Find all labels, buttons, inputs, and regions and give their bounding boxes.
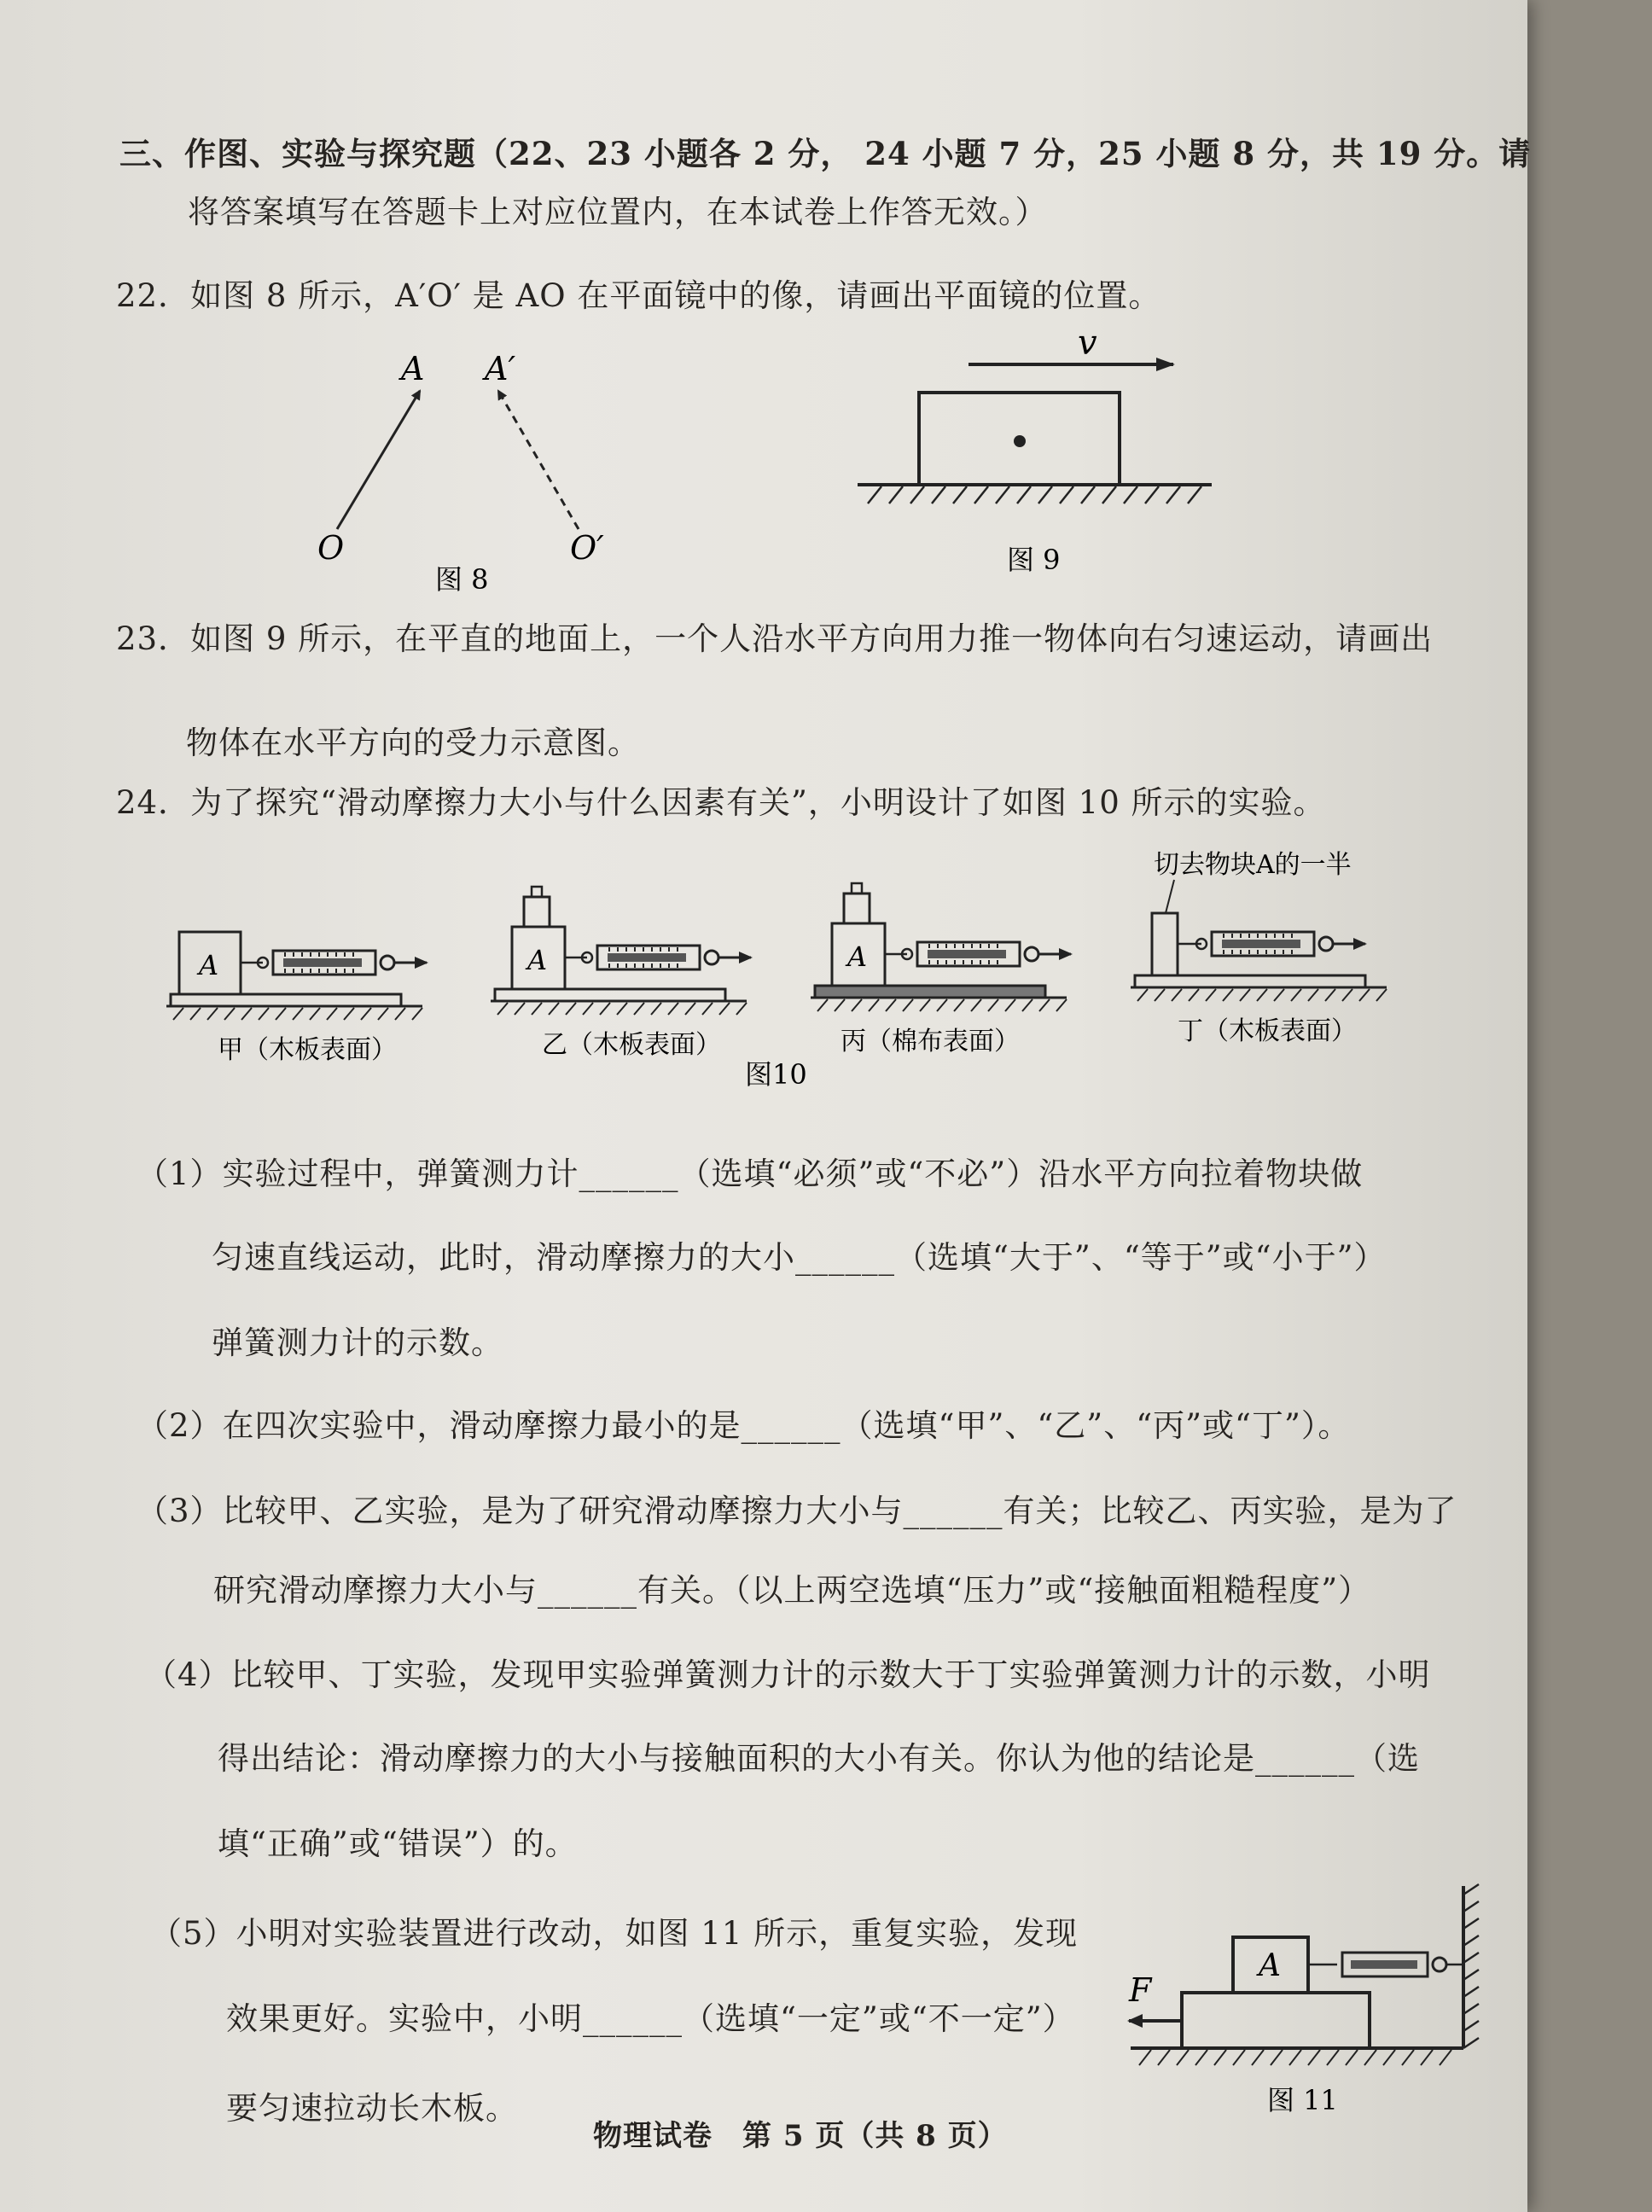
ground-hatch [868,486,1201,504]
floor-hatch [1139,2050,1451,2065]
figure-11 [1114,1877,1498,2125]
wall-hatch [1463,1884,1479,2048]
block-a-label-jia: A [199,949,219,981]
fig8-caption: 图 8 [435,563,489,596]
figure-10 [149,841,1404,1097]
board-jia [171,994,401,1006]
velocity-label: v [1078,329,1097,363]
q24-part5-b: 效果更好。实验中，小明______（选填“一定”或“不一定”） [226,2000,1075,2037]
label-A-prime: A′ [485,350,516,387]
q24-part4-c: 填“正确”或“错误”）的。 [218,1825,578,1862]
page-footer: 物理试卷 第 5 页（共 8 页） [593,2119,1008,2153]
half-block-ding [1152,913,1178,975]
figure-9 [849,329,1224,585]
setup-ding [1131,850,1387,1046]
cut-note: 切去物块A的一半 [1154,850,1352,880]
setup-label-bing: 丙（棉布表面） [841,1027,1020,1057]
q24-part1-c: 弹簧测力计的示数。 [212,1324,503,1361]
q24-part3-b: 研究滑动摩擦力大小与______有关。（以上两空选填“压力”或“接触面粗糙程度”） [213,1572,1371,1609]
weight-bing [844,894,870,923]
q24-part1-b: 匀速直线运动，此时，滑动摩擦力的大小______（选填“大于”、“等于”或“小于”） [212,1239,1387,1276]
block-a-label-yi: A [527,944,548,976]
block-a-label-fig11: A [1259,1948,1281,1983]
q24-part5-a: （5）小明对实验装置进行改动，如图 11 所示，重复实验，发现 [150,1915,1079,1952]
q24-part2: （2）在四次实验中，滑动摩擦力最小的是______（选填“甲”、“乙”、“丙”或“丁”）。 [137,1407,1351,1444]
setup-label-yi: 乙（木板表面） [542,1030,721,1060]
board-bing [815,986,1045,998]
board-yi [495,989,725,1001]
question-23-cont: 物体在水平方向的受力示意图。 [186,725,640,761]
fig10-caption: 图10 [745,1058,807,1091]
block-a-label-bing: A [847,940,868,973]
fig11-caption: 图 11 [1267,2084,1338,2116]
long-board [1182,1993,1370,2048]
label-A: A [401,350,425,387]
question-24: 24．为了探究“滑动摩擦力大小与什么因素有关”，小明设计了如图 10 所示的实验。 [116,784,1326,821]
label-O: O [317,529,345,567]
setup-yi [491,887,751,1060]
figure-8 [307,341,631,614]
q24-part1-a: （1）实验过程中，弹簧测力计______（选填“必须”或“不必”）沿水平方向拉着物块做 [137,1155,1364,1192]
question-23: 23．如图 9 所示，在平直的地面上，一个人沿水平方向用力推一物体向右匀速运动，请画出 [116,620,1434,657]
ray-AO-image [498,391,579,529]
force-label: F [1129,1971,1152,2009]
ray-AO [337,391,420,529]
center-of-mass [1014,435,1026,447]
q24-part3-a: （3）比较甲、乙实验，是为了研究滑动摩擦力大小与______有关；比较乙、丙实验，是为了 [137,1493,1457,1529]
weight-yi [524,897,550,927]
setup-bing [811,883,1071,1057]
q24-part4-a: （4）比较甲、丁实验，发现甲实验弹簧测力计的示数大于丁实验弹簧测力计的示数，小明 [145,1656,1431,1693]
board-ding [1135,975,1365,987]
setup-label-jia: 甲（木板表面） [218,1035,397,1065]
setup-jia [166,932,427,1065]
q24-part4-b: 得出结论：滑动摩擦力的大小与接触面积的大小有关。你认为他的结论是______（选 [218,1740,1420,1777]
q24-part5-c: 要匀速拉动长木板。 [226,2090,518,2127]
setup-label-ding: 丁（木板表面） [1178,1016,1357,1046]
section-heading: 三、作图、实验与探究题（22、23 小题各 2 分， 24 小题 7 分，25 小题 8 分，共 19 分。请 [119,135,1532,172]
question-22: 22．如图 8 所示，A′O′ 是 AO 在平面镜中的像，请画出平面镜的位置。 [116,277,1161,314]
section-heading-cont: 将答案填写在答题卡上对应位置内，在本试卷上作答无效。） [188,194,1048,230]
fig9-caption: 图 9 [1007,544,1061,576]
label-O-prime: O′ [570,529,604,567]
